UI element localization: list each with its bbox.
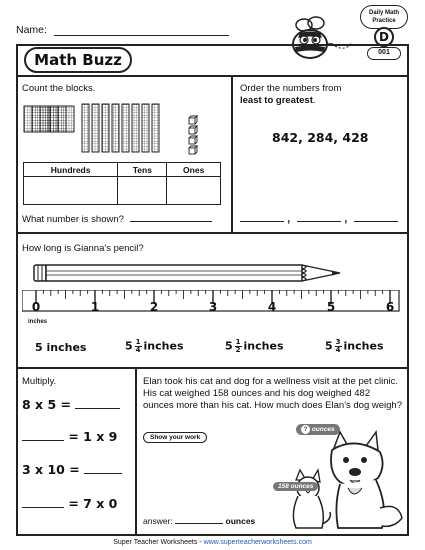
option-d-num: 3 [335, 338, 341, 346]
count-blocks-prompt: Count the blocks. [22, 83, 96, 94]
multiply-q2 [22, 429, 117, 444]
q1-text: 8 x 5 = [22, 397, 71, 412]
ruler-label: 1 [90, 300, 100, 314]
number-question-text: What number is shown? [22, 214, 124, 225]
answer-row [143, 516, 255, 526]
multiply-q1 [22, 397, 120, 412]
option-d-whole: 5 [325, 339, 333, 353]
order-numbers: 842, 284, 428 [272, 130, 369, 145]
option-c-whole: 5 [225, 339, 233, 353]
answer-blank[interactable] [175, 516, 223, 524]
divider-mid [16, 232, 409, 234]
tens-answer-cell[interactable] [118, 177, 167, 205]
ruler-label: 5 [326, 300, 336, 314]
order-prompt [240, 83, 341, 107]
answer-unit: ounces [225, 516, 256, 526]
option-a-unit: inches [46, 341, 87, 354]
ones-answer-cell[interactable] [167, 177, 221, 205]
option-c-den: 2 [235, 346, 241, 354]
option-d-den: 4 [335, 346, 341, 354]
ruler-unit: inches [28, 319, 48, 325]
base-ten-blocks [22, 102, 212, 158]
q2-text: = 1 x 9 [68, 429, 118, 444]
q3-text: 3 x 10 = [22, 462, 80, 477]
footer-url[interactable]: www.superteacherworksheets.com [203, 539, 312, 546]
answer-option-d[interactable] [325, 339, 384, 354]
dog-weight-tag [296, 424, 340, 435]
option-c-unit: inches [243, 339, 284, 353]
option-b-whole: 5 [125, 339, 133, 353]
q1-blank[interactable] [75, 397, 120, 409]
option-a-whole: 5 [35, 341, 43, 354]
number-answer-blank[interactable] [130, 213, 212, 222]
q4-blank[interactable] [22, 496, 64, 508]
badge-line-1: Daily Math [368, 10, 399, 16]
multiply-q4 [22, 496, 117, 511]
footer-brand: Super Teacher Worksheets [113, 539, 198, 546]
order-blank-3[interactable] [354, 213, 398, 222]
badge-number: 001 [367, 47, 401, 60]
tens-rods [82, 104, 159, 152]
footer [0, 539, 425, 546]
answer-label: answer: [143, 516, 173, 526]
col-ones: Ones [167, 163, 221, 177]
order-blank-1[interactable] [240, 213, 284, 222]
ruler-label: 0 [31, 300, 41, 314]
divider-header [16, 75, 409, 77]
ruler-label: 4 [267, 300, 277, 314]
ones-cubes [189, 116, 197, 154]
ruler [22, 290, 400, 326]
ruler-label: 3 [208, 300, 218, 314]
dog-and-cat-icon [282, 428, 407, 534]
option-d-unit: inches [343, 339, 384, 353]
place-value-table [23, 162, 221, 205]
multiply-prompt: Multiply. [22, 376, 57, 387]
multiply-q3 [22, 462, 122, 477]
q4-text: = 7 x 0 [68, 496, 118, 511]
question-mark-icon: ? [301, 425, 310, 434]
order-prompt-line-2: least to greatest [240, 95, 313, 106]
badge-letter: D [374, 27, 394, 47]
option-b-num: 1 [135, 338, 141, 346]
option-c-num: 1 [235, 338, 241, 346]
dog-tag-unit: ounces [311, 426, 335, 433]
q3-blank[interactable] [84, 462, 122, 474]
show-work-label: Show your work [143, 432, 207, 443]
ruler-label: 2 [149, 300, 159, 314]
hundreds-flats [24, 106, 74, 132]
name-field[interactable] [54, 26, 229, 36]
divider-lower [16, 367, 409, 369]
pencil-prompt: How long is Gianna's pencil? [22, 243, 144, 254]
answer-option-b[interactable] [125, 339, 184, 354]
col-tens: Tens [118, 163, 167, 177]
col-hundreds: Hundreds [24, 163, 118, 177]
option-b-den: 4 [135, 346, 141, 354]
order-comma-2: , [344, 213, 348, 225]
footer-sep: - [199, 539, 202, 546]
page-title: Math Buzz [24, 47, 132, 73]
order-prompt-line-1: Order the numbers from [240, 83, 342, 94]
badge-line-2: Practice [372, 18, 396, 24]
number-question [22, 213, 212, 225]
order-comma-1: , [287, 213, 291, 225]
order-blank-2[interactable] [297, 213, 341, 222]
ruler-label: 6 [385, 300, 395, 314]
name-row [16, 24, 229, 36]
order-prompt-period: . [312, 95, 316, 106]
answer-option-a[interactable] [35, 341, 86, 354]
pencil-icon [30, 262, 350, 284]
word-problem-text: Elan took his cat and dog for a wellness visit at the pet clinic. His cat weighed 158 ounces and his dog weighed 482 ounces more than his cat. How much does Elan's dog weigh? [143, 376, 402, 411]
answer-option-c[interactable] [225, 339, 284, 354]
hundreds-answer-cell[interactable] [24, 177, 118, 205]
order-answer-row [240, 213, 398, 225]
cat-weight-tag: 158 ounces [273, 482, 318, 491]
option-b-unit: inches [143, 339, 184, 353]
divider-top [231, 75, 233, 233]
q2-blank[interactable] [22, 429, 64, 441]
divider-bottom [135, 367, 137, 536]
name-label: Name: [16, 24, 47, 36]
